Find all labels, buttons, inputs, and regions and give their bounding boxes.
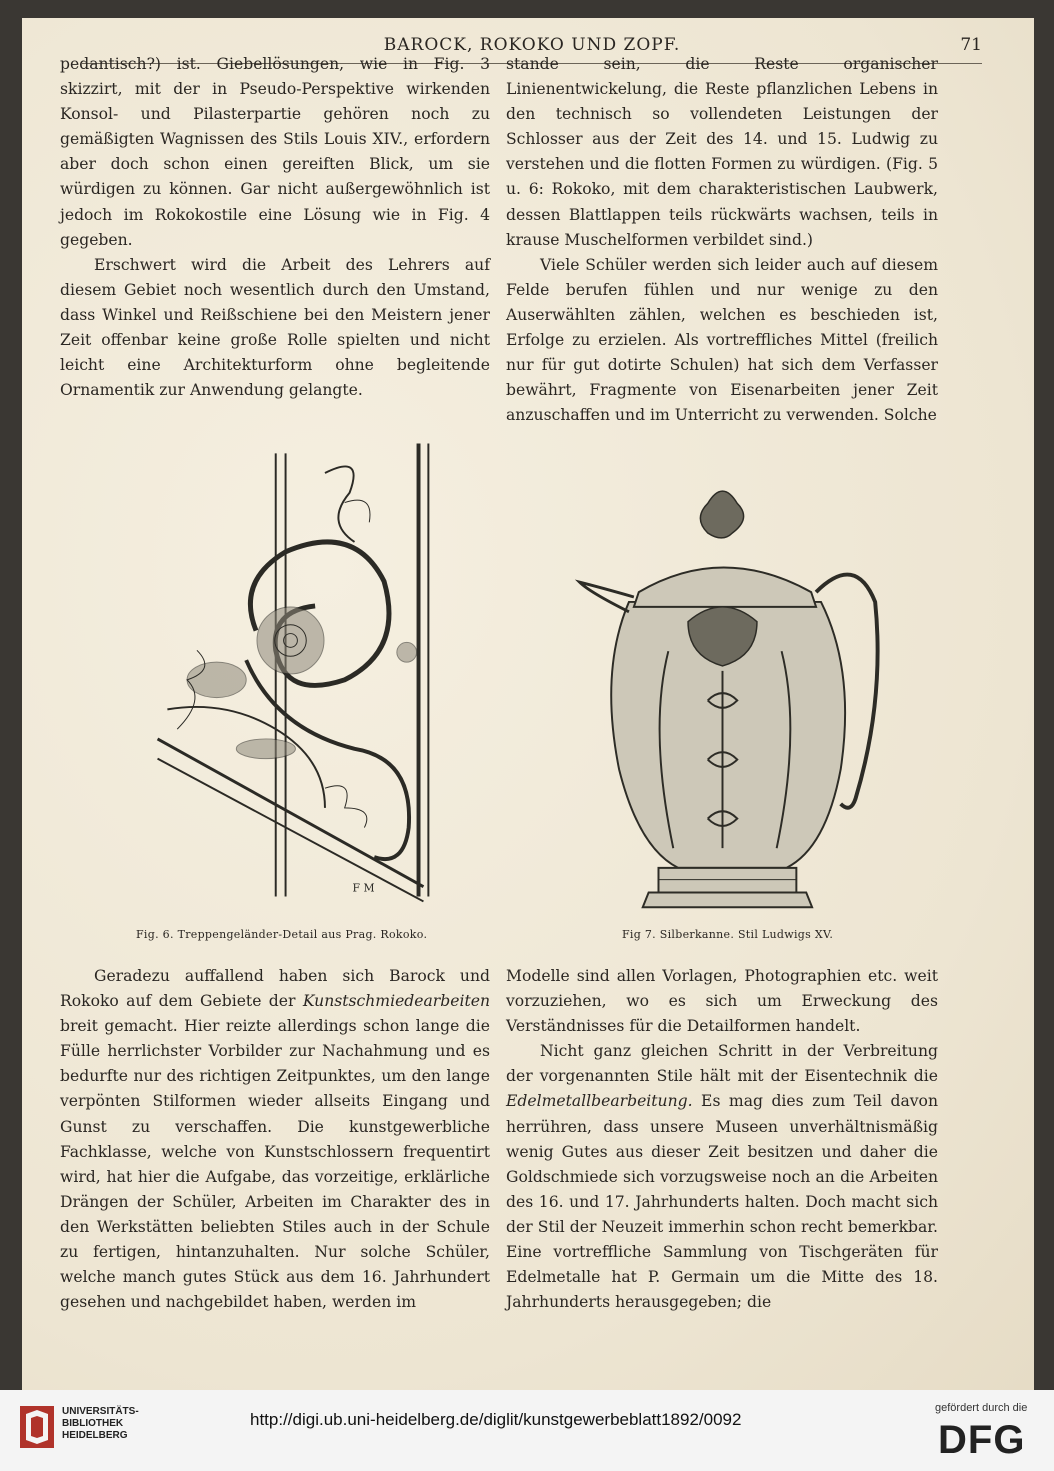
paragraph: Viele Schüler werden sich leider auch auf diesem Felde berufen fühlen und nur wenige zu den Auserwählten zählen, welchen es beschieden ist, Erfolge zu erzielen. Als vortreffliches Mittel (freilich nur für gut dotirte Schulen) hat sich dem Verfasser bewährt, Fragmente von Eisenarbeiten jener Zeit anzuschaffen und im Unterricht zu verwenden. Solche	[506, 255, 938, 425]
scroll-ornament	[325, 466, 355, 542]
library-name	[62, 1406, 139, 1442]
right-column-bottom	[506, 964, 938, 1315]
figure-coffeepot-illustration	[560, 468, 885, 923]
university-library-logo-icon	[18, 1402, 56, 1452]
stair-stringer	[158, 759, 424, 902]
figure-caption: Fig. 6. Treppengeländer-Detail aus Prag. Rokoko.	[136, 928, 428, 941]
emphasized-term: Kunstschmiedearbeiten	[302, 992, 490, 1011]
paragraph: Erschwert wird die Arbeit des Lehrers auf diesem Gebiet noch wesentlich durch den Umstand, dass Winkel und Reißschiene bei den Meistern jener Zeit offenbar keine große Rolle spielten und nicht leicht eine Architekturform ohne begleitende Ornamentik zur Anwendung gelangte.	[60, 255, 490, 400]
paragraph: Modelle sind allen Vorlagen, Photographien etc. weit vorzuziehen, wo es sich um Erweckung des Verständnisses für die Detailformen handelt.	[506, 967, 938, 1036]
paragraph	[60, 964, 490, 1315]
figure-railing-illustration	[128, 430, 453, 910]
viewer-footer	[0, 1390, 1054, 1471]
pot-lid	[634, 567, 816, 606]
left-column-bottom	[60, 964, 490, 1315]
lid-finial	[700, 491, 743, 538]
running-title: BAROCK, ROKOKO UND ZOPF.	[383, 35, 681, 55]
library-name-line: UNIVERSITÄTS-	[62, 1406, 139, 1417]
page-number: 71	[960, 35, 982, 55]
sponsor-label: gefördert durch die	[935, 1402, 1028, 1414]
paragraph-text: Es mag dies zum Teil davon herrühren, dass unsere Museen unverhältnismäßig wenig Gutes aus dieser Zeit besitzen und daher die Goldschmiede sich vorzugsweise noch an die Arbeiten des 16. und 17. Jahrhunderts halten. Doch macht sich der Stil der Neuzeit immerhin schon recht bemerkbar. Eine vortreffliche Sammlung von Tischgeräten für Edelmetalle hat P. Germain um die Mitte des 18. Jahrhunderts herausgegeben; die	[506, 1092, 938, 1312]
left-column-top	[60, 52, 490, 403]
paragraph-text: Nicht ganz gleichen Schritt in der Verbreitung der vorgenannten Stile hält mit der Eisentechnik die	[506, 1042, 938, 1086]
knob-ornament	[397, 642, 417, 662]
paragraph-text: Geradezu auffallend haben sich Barock und Rokoko auf dem Gebiete der	[60, 967, 490, 1011]
permalink-url[interactable]: http://digi.ub.uni-heidelberg.de/diglit/kunstgewerbeblatt1892/0092	[250, 1410, 742, 1429]
leaf-ornament	[187, 662, 246, 697]
pot-base	[658, 868, 796, 893]
library-name-line: HEIDELBERG	[62, 1430, 128, 1441]
dfg-logo: DFG	[938, 1418, 1026, 1462]
paragraph-text: breit gemacht. Hier reizte allerdings schon lange die Fülle herrlichster Vorbilder zur Nachahmung und es bedurfte nur des richtigen Zeitpunktes, um den lange verpönten Stilformen wieder allseits Eingang und Gunst zu verschaffen. Die kunstgewerbliche Fachklasse, welche von Kunstschlossern frequentirt wird, hat hier die Aufgabe, das vorzeitige, erklärliche Drängen der Schüler, Arbeiten im Charakter des in den Werkstätten beliebten Stiles auch in der Schule zu fertigen, hintanzuhalten. Nur solche Schüler, welche manch gutes Stück aus dem 16. Jahrhundert gesehen und nachgebildet haben, werden im	[60, 1017, 490, 1312]
right-column-top	[506, 52, 938, 428]
library-name-line: BIBLIOTHEK	[62, 1418, 124, 1429]
artist-monogram: F M	[352, 881, 375, 895]
pot-foot	[643, 892, 812, 907]
paragraph: stande sein, die Reste organischer Linienentwickelung, die Reste pflanzlichen Lebens in den technisch so vollendeten Leistungen der Schlosser aus der Zeit des 14. und 15. Ludwig zu verstehen und die flotten Formen zu würdigen. (Fig. 5 u. 6: Rokoko, mit dem charakteristischen Laubwerk, dessen Blattlappen teils rückwärts wachsen, teils in krause Muschelformen verbildet sind.)	[506, 55, 938, 249]
paragraph	[506, 1039, 938, 1315]
figure-caption: Fig 7. Silberkanne. Stil Ludwigs XV.	[622, 928, 834, 941]
rosette-ornament	[257, 607, 324, 674]
leaf-ornament	[236, 739, 295, 759]
emphasized-term: Edelmetallbearbeitung.	[506, 1092, 693, 1111]
book-page	[22, 18, 1034, 1390]
scroll-ornament	[246, 660, 409, 859]
paragraph: pedantisch?) ist. Giebellösungen, wie in Fig. 3 skizzirt, mit der in Pseudo-Perspektive wirkenden Konsol- und Pilasterpartie gehören noch zu gemäßigten Wagnissen des Stils Louis XIV., erfordern aber doch schon einen gereiften Blick, um sie würdigen zu können. Gar nicht außergewöhnlich ist jedoch im Rokokostile eine Lösung wie in Fig. 4 gegeben.	[60, 55, 490, 249]
